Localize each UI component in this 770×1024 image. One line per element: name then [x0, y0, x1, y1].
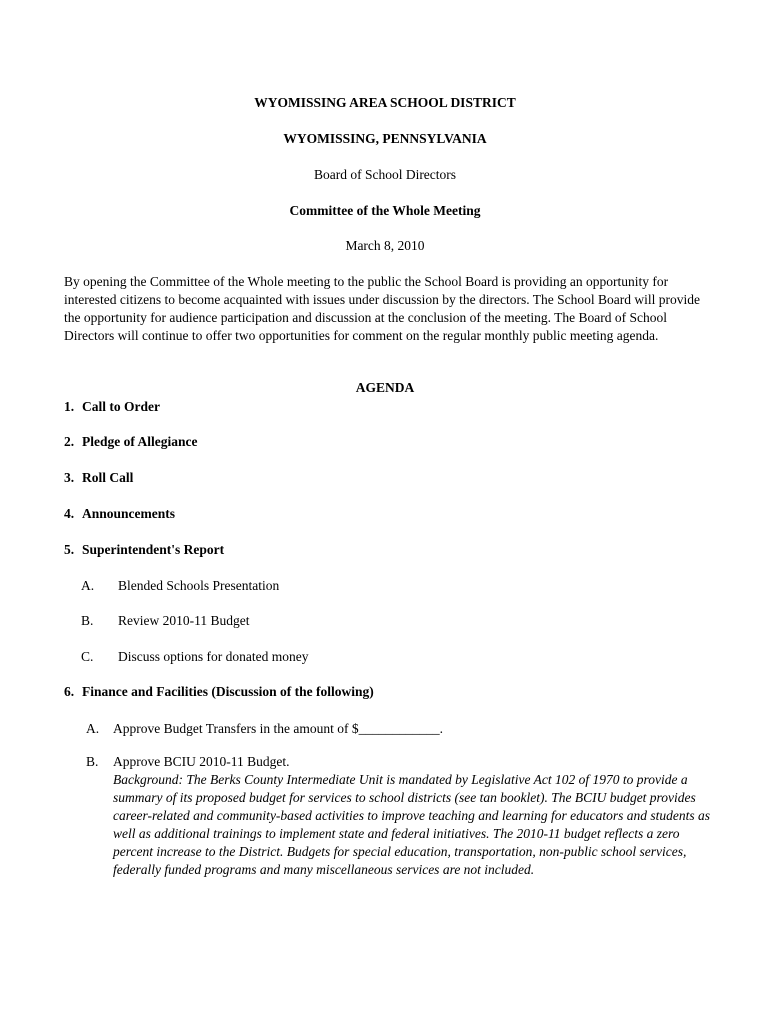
agenda-item-number: 3.: [64, 470, 75, 485]
sub-item: [86, 720, 443, 738]
agenda-item-number: 1.: [64, 399, 75, 414]
location-title: WYOMISSING, PENNSYLVANIA: [283, 131, 487, 146]
agenda-item-number: 5.: [64, 542, 75, 557]
agenda-item: [64, 541, 224, 559]
sub-item-letter: B.: [81, 613, 94, 628]
sub-item-letter: A.: [81, 578, 95, 593]
meeting-title: Committee of the Whole Meeting: [289, 203, 481, 218]
intro-paragraph: By opening the Committee of the Whole meeting to the public the School Board is providing an opportunity for interested citizens to become acquainted with issues under discussion by the directors. The School Board will provide the opportunity for audience participation and discussion at the conclusion of the meeting. The Board of School Directors will continue to offer two opportunities for comment on the regular monthly public meeting agenda.: [64, 274, 700, 343]
sub-item-text: Approve BCIU 2010-11 Budget.: [113, 754, 290, 769]
agenda-item: [64, 505, 175, 523]
sub-item-letter: C.: [81, 649, 94, 664]
agenda-item-label: Finance and Facilities (Discussion of the following): [82, 684, 374, 699]
agenda-item: [64, 683, 374, 701]
sub-item: [86, 753, 716, 771]
agenda-item-number: 6.: [64, 684, 75, 699]
agenda-item-label: Announcements: [82, 506, 176, 521]
agenda-item-label: Call to Order: [82, 399, 160, 414]
agenda-item-number: 2.: [64, 434, 75, 449]
district-title: WYOMISSING AREA SCHOOL DISTRICT: [254, 95, 516, 110]
sub-item-text: Blended Schools Presentation: [118, 578, 280, 593]
agenda-item: [64, 433, 197, 451]
agenda-item-label: Roll Call: [82, 470, 134, 485]
bciu-background-paragraph: Background: The Berks County Intermediate Unit is mandated by Legislative Act 102 of 1970 to provide a summary of its proposed budget for services to school districts (see tan booklet). The BCIU budget provides career-related and community-based activities to improve teaching and learning for educators and students as well as additional trainings to implement state and federal initiatives. The 2010-11 budget reflects a zero percent increase to the District. Budgets for special education, transportation, non-public school services, federally funded programs and many miscellaneous services are not included.: [113, 772, 710, 877]
board-name: Board of School Directors: [313, 167, 457, 182]
sub-item-letter: B.: [86, 754, 99, 769]
sub-item-text: Approve Budget Transfers in the amount of $____________.: [113, 721, 443, 736]
agenda-item: [64, 398, 160, 416]
agenda-item-label: Pledge of Allegiance: [82, 434, 198, 449]
agenda-item: [64, 469, 133, 487]
agenda-item-label: Superintendent's Report: [82, 542, 225, 557]
sub-item-text: Discuss options for donated money: [118, 649, 309, 664]
sub-item: [81, 612, 249, 630]
bciu-budget-item: [86, 753, 716, 879]
meeting-date: March 8, 2010: [345, 238, 425, 253]
sub-item-letter: A.: [86, 721, 100, 736]
sub-item: [81, 577, 279, 595]
agenda-item-number: 4.: [64, 506, 75, 521]
agenda-heading: AGENDA: [355, 380, 415, 395]
sub-item: [81, 648, 308, 666]
sub-item-text: Review 2010-11 Budget: [118, 613, 250, 628]
